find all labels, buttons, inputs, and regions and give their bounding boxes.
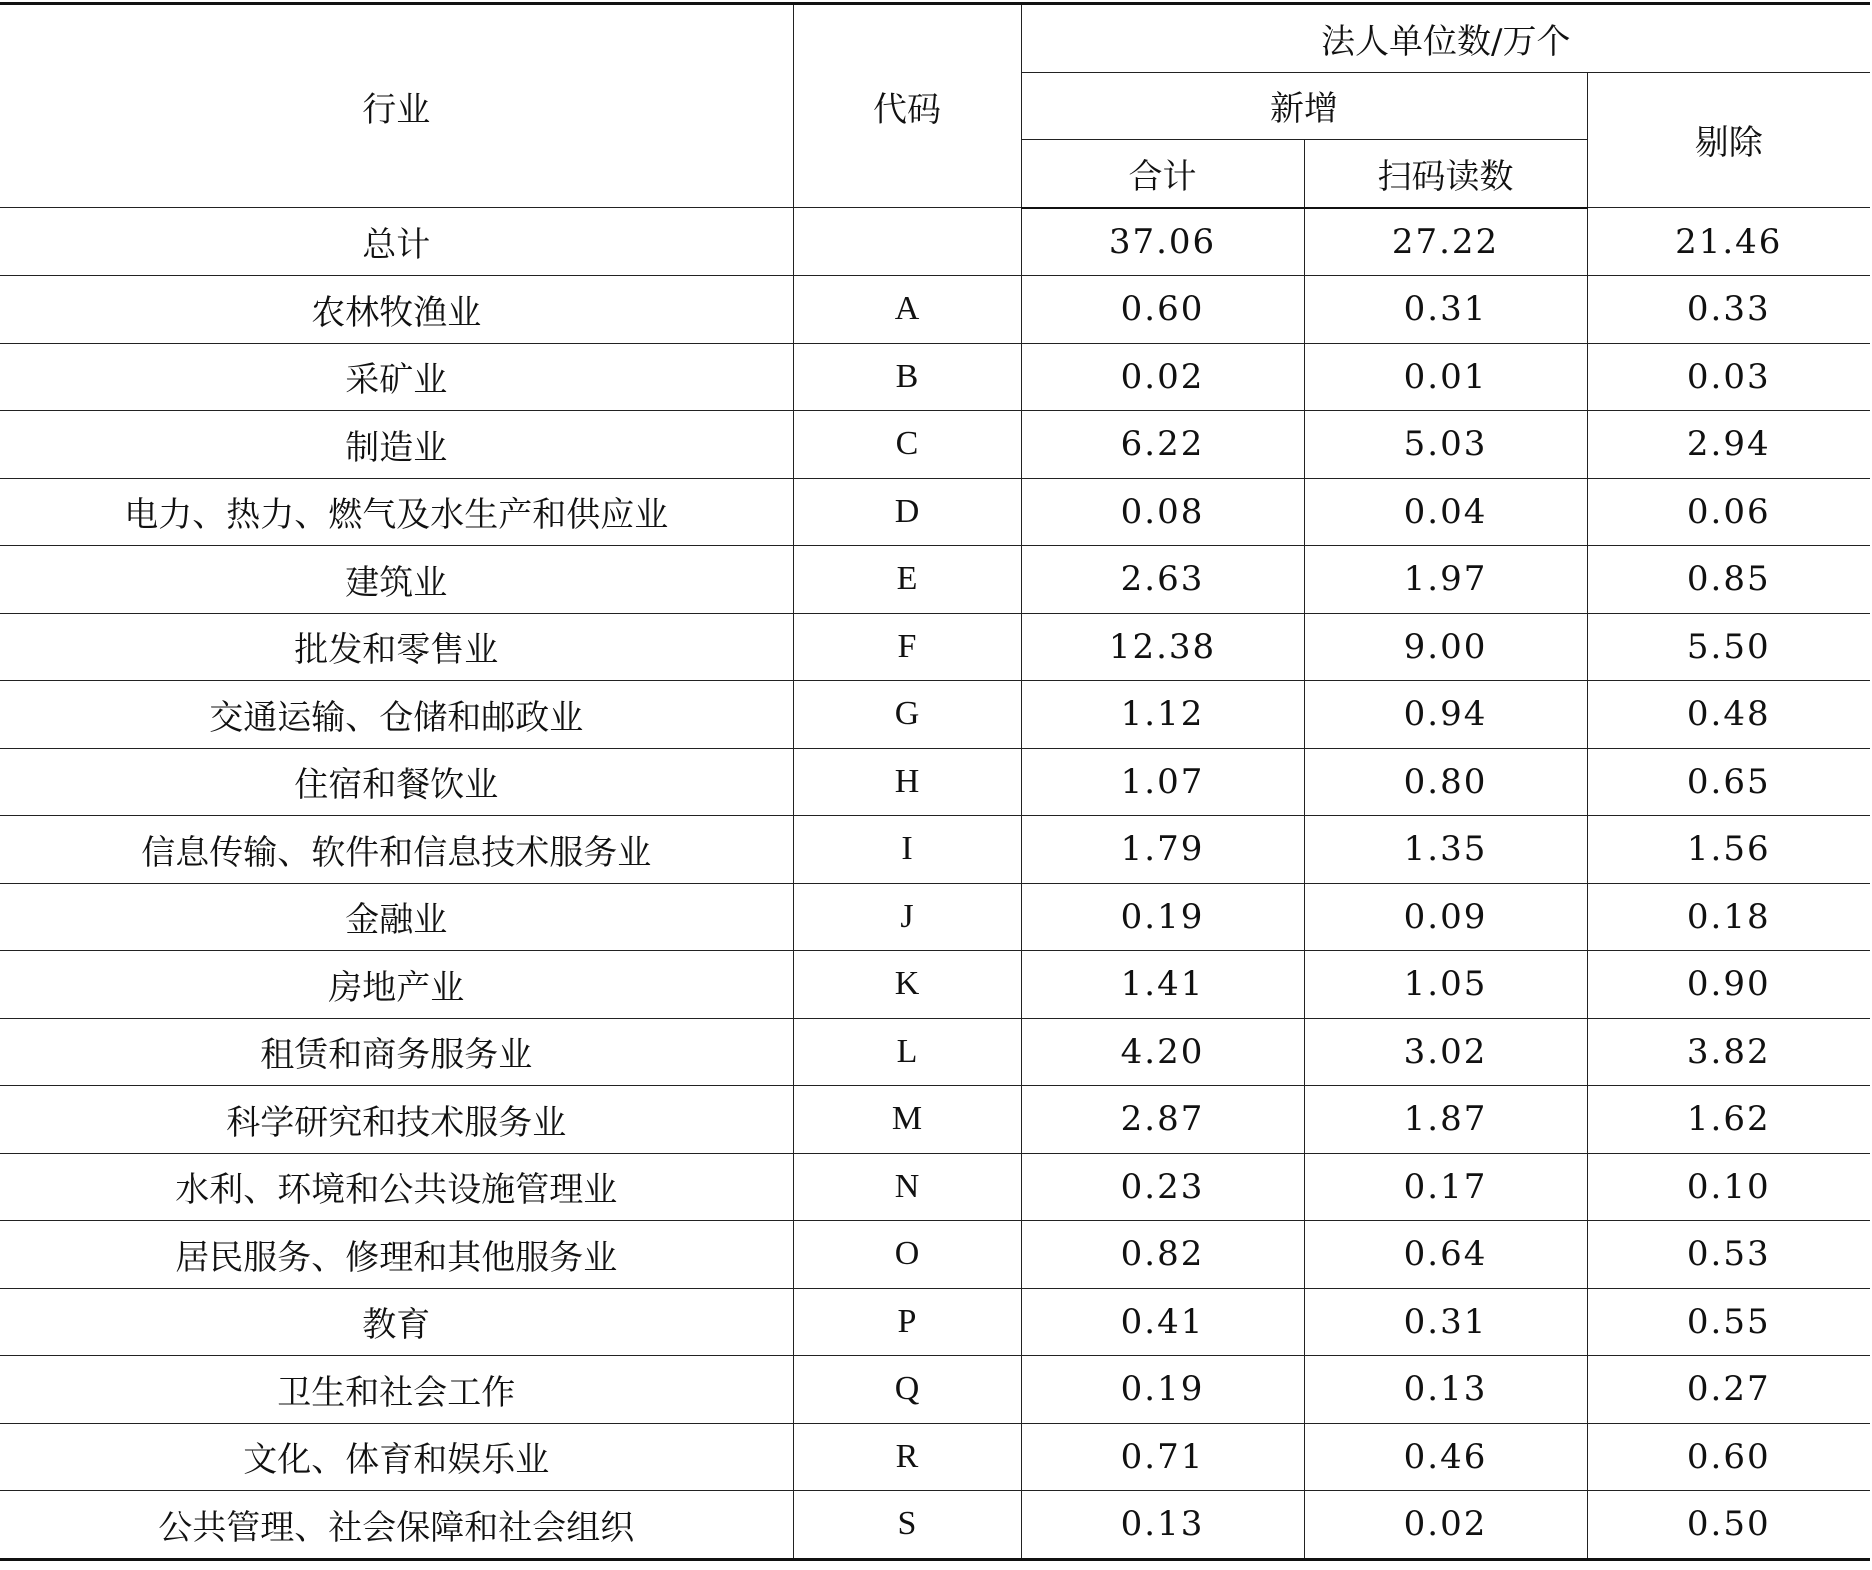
header-code: 代码 <box>793 4 1021 208</box>
cell-total: 1.12 <box>1021 681 1304 749</box>
cell-code: L <box>793 1018 1021 1086</box>
cell-total: 1.07 <box>1021 748 1304 816</box>
cell-industry: 水利、环境和公共设施管理业 <box>0 1153 793 1221</box>
cell-scanned: 1.05 <box>1304 951 1587 1019</box>
table-row <box>0 1491 1870 1560</box>
table-row <box>0 951 1870 1019</box>
cell-removed: 5.50 <box>1587 613 1870 681</box>
cell-code: N <box>793 1153 1021 1221</box>
table-row <box>0 343 1870 411</box>
table-row <box>0 613 1870 681</box>
header-industry: 行业 <box>0 4 793 208</box>
cell-scanned: 0.80 <box>1304 748 1587 816</box>
cell-removed: 0.33 <box>1587 276 1870 344</box>
cell-total: 0.71 <box>1021 1423 1304 1491</box>
cell-removed: 0.18 <box>1587 883 1870 951</box>
cell-removed: 0.10 <box>1587 1153 1870 1221</box>
cell-code: F <box>793 613 1021 681</box>
cell-industry: 批发和零售业 <box>0 613 793 681</box>
cell-code <box>793 208 1021 276</box>
cell-total: 0.60 <box>1021 276 1304 344</box>
header-new: 新增 <box>1021 72 1587 140</box>
cell-code: K <box>793 951 1021 1019</box>
cell-removed: 0.90 <box>1587 951 1870 1019</box>
cell-scanned: 0.31 <box>1304 276 1587 344</box>
cell-scanned: 0.94 <box>1304 681 1587 749</box>
cell-total: 37.06 <box>1021 208 1304 276</box>
cell-removed: 0.55 <box>1587 1288 1870 1356</box>
cell-total: 0.41 <box>1021 1288 1304 1356</box>
cell-removed: 0.06 <box>1587 478 1870 546</box>
cell-industry: 公共管理、社会保障和社会组织 <box>0 1491 793 1560</box>
header-total: 合计 <box>1021 140 1304 208</box>
cell-total: 2.63 <box>1021 546 1304 614</box>
table-header <box>0 4 1870 208</box>
cell-total: 4.20 <box>1021 1018 1304 1086</box>
cell-removed: 2.94 <box>1587 411 1870 479</box>
cell-removed: 0.65 <box>1587 748 1870 816</box>
cell-removed: 1.56 <box>1587 816 1870 884</box>
cell-scanned: 0.31 <box>1304 1288 1587 1356</box>
cell-industry: 建筑业 <box>0 546 793 614</box>
cell-industry: 住宿和餐饮业 <box>0 748 793 816</box>
cell-code: D <box>793 478 1021 546</box>
cell-industry: 教育 <box>0 1288 793 1356</box>
cell-code: E <box>793 546 1021 614</box>
cell-scanned: 5.03 <box>1304 411 1587 479</box>
cell-removed: 0.60 <box>1587 1423 1870 1491</box>
cell-industry: 居民服务、修理和其他服务业 <box>0 1221 793 1289</box>
cell-scanned: 0.09 <box>1304 883 1587 951</box>
cell-total: 0.08 <box>1021 478 1304 546</box>
cell-scanned: 0.64 <box>1304 1221 1587 1289</box>
cell-code: M <box>793 1086 1021 1154</box>
table-row <box>0 546 1870 614</box>
table-row <box>0 681 1870 749</box>
cell-scanned: 1.97 <box>1304 546 1587 614</box>
cell-industry: 农林牧渔业 <box>0 276 793 344</box>
cell-industry: 电力、热力、燃气及水生产和供应业 <box>0 478 793 546</box>
cell-scanned: 0.46 <box>1304 1423 1587 1491</box>
header-removed: 剔除 <box>1587 72 1870 208</box>
cell-code: G <box>793 681 1021 749</box>
cell-scanned: 1.35 <box>1304 816 1587 884</box>
table-row <box>0 276 1870 344</box>
cell-removed: 0.53 <box>1587 1221 1870 1289</box>
cell-total: 0.82 <box>1021 1221 1304 1289</box>
table-row <box>0 1018 1870 1086</box>
cell-total: 1.41 <box>1021 951 1304 1019</box>
cell-total: 0.02 <box>1021 343 1304 411</box>
cell-industry: 制造业 <box>0 411 793 479</box>
cell-industry: 金融业 <box>0 883 793 951</box>
cell-code: S <box>793 1491 1021 1560</box>
cell-code: P <box>793 1288 1021 1356</box>
cell-scanned: 0.04 <box>1304 478 1587 546</box>
cell-total: 6.22 <box>1021 411 1304 479</box>
cell-total: 1.79 <box>1021 816 1304 884</box>
cell-industry: 卫生和社会工作 <box>0 1356 793 1424</box>
cell-total: 12.38 <box>1021 613 1304 681</box>
cell-industry: 文化、体育和娱乐业 <box>0 1423 793 1491</box>
table-row <box>0 1086 1870 1154</box>
cell-total: 2.87 <box>1021 1086 1304 1154</box>
table-row <box>0 1423 1870 1491</box>
cell-scanned: 0.02 <box>1304 1491 1587 1560</box>
cell-industry: 交通运输、仓储和邮政业 <box>0 681 793 749</box>
header-group: 法人单位数/万个 <box>1021 4 1870 73</box>
table-row <box>0 816 1870 884</box>
cell-industry: 科学研究和技术服务业 <box>0 1086 793 1154</box>
cell-code: C <box>793 411 1021 479</box>
table-row <box>0 883 1870 951</box>
table-row <box>0 411 1870 479</box>
cell-scanned: 1.87 <box>1304 1086 1587 1154</box>
cell-scanned: 0.17 <box>1304 1153 1587 1221</box>
cell-total: 0.19 <box>1021 883 1304 951</box>
cell-total: 0.13 <box>1021 1491 1304 1560</box>
table-row <box>0 748 1870 816</box>
table-row <box>0 1221 1870 1289</box>
cell-removed: 1.62 <box>1587 1086 1870 1154</box>
cell-industry: 房地产业 <box>0 951 793 1019</box>
cell-removed: 0.50 <box>1587 1491 1870 1560</box>
cell-removed: 0.03 <box>1587 343 1870 411</box>
cell-industry: 总计 <box>0 208 793 276</box>
table-row <box>0 1356 1870 1424</box>
cell-scanned: 0.01 <box>1304 343 1587 411</box>
cell-code: A <box>793 276 1021 344</box>
cell-scanned: 9.00 <box>1304 613 1587 681</box>
cell-scanned: 3.02 <box>1304 1018 1587 1086</box>
cell-removed: 0.48 <box>1587 681 1870 749</box>
cell-code: O <box>793 1221 1021 1289</box>
cell-industry: 信息传输、软件和信息技术服务业 <box>0 816 793 884</box>
cell-total: 0.19 <box>1021 1356 1304 1424</box>
cell-industry: 租赁和商务服务业 <box>0 1018 793 1086</box>
table-row <box>0 478 1870 546</box>
table-row <box>0 1288 1870 1356</box>
cell-removed: 0.85 <box>1587 546 1870 614</box>
cell-removed: 0.27 <box>1587 1356 1870 1424</box>
legal-entity-table <box>0 2 1870 1561</box>
cell-industry: 采矿业 <box>0 343 793 411</box>
cell-code: R <box>793 1423 1021 1491</box>
header-scanned: 扫码读数 <box>1304 140 1587 208</box>
cell-code: B <box>793 343 1021 411</box>
cell-code: J <box>793 883 1021 951</box>
cell-total: 0.23 <box>1021 1153 1304 1221</box>
table-row <box>0 208 1870 276</box>
cell-removed: 21.46 <box>1587 208 1870 276</box>
cell-scanned: 0.13 <box>1304 1356 1587 1424</box>
cell-removed: 3.82 <box>1587 1018 1870 1086</box>
cell-code: I <box>793 816 1021 884</box>
cell-code: Q <box>793 1356 1021 1424</box>
table-body <box>0 208 1870 1560</box>
cell-scanned: 27.22 <box>1304 208 1587 276</box>
table-row <box>0 1153 1870 1221</box>
cell-code: H <box>793 748 1021 816</box>
